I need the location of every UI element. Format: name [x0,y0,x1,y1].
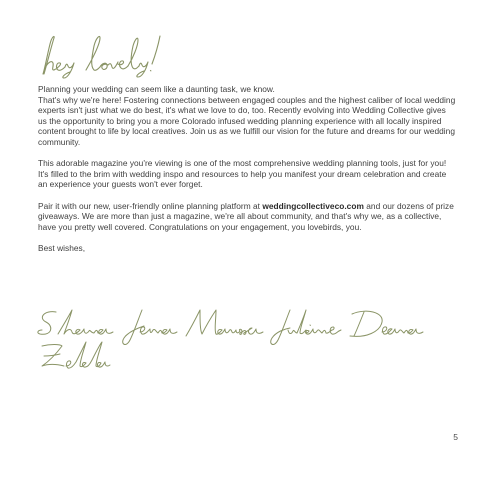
greeting-script [34,30,174,80]
paragraph-3-start: Pair it with our new, user-friendly online planning platform at [38,200,263,211]
page-number: 5 [453,432,458,442]
signature-block [34,304,454,374]
paragraph-3 [38,201,456,233]
signatures-handwriting [34,304,454,374]
website-link[interactable]: weddingcollectiveco.com [262,200,364,211]
paragraph-1-first-line: Planning your wedding can seem like a daunting task, we know. [38,84,275,94]
greeting-handwriting [34,30,174,80]
paragraph-2: This adorable magazine you're viewing is one of the most comprehensive wedding planning tools, just for you! It's filled to the brim with wedding inspo and resources to help you manifest your dream celebration and create an experience your guests won't ever forget. [38,158,447,190]
closing-line: Best wishes, [38,242,86,253]
paragraph-1: That's why we're here! Fostering connections between engaged couples and the highest caliber of local wedding experts isn't just what we do best, it's what we love to do, too. Recently evolving into Wedding Collective gives us the opportunity to bring you a more Colorado infused wedding planning experience with all locally inspired content brought to life by local creatives. Join us as we fulfill our vision for the future and dreams for our wedding community. [38,94,456,147]
letter-body [38,84,456,264]
paragraph-3-end: and our dozens of prize giveaways. We are more than just a magazine, we're all about community, and that's why we, as a collective, have you pretty well covered. Congratulations on your engagement, you lovebirds, you. [38,200,454,232]
